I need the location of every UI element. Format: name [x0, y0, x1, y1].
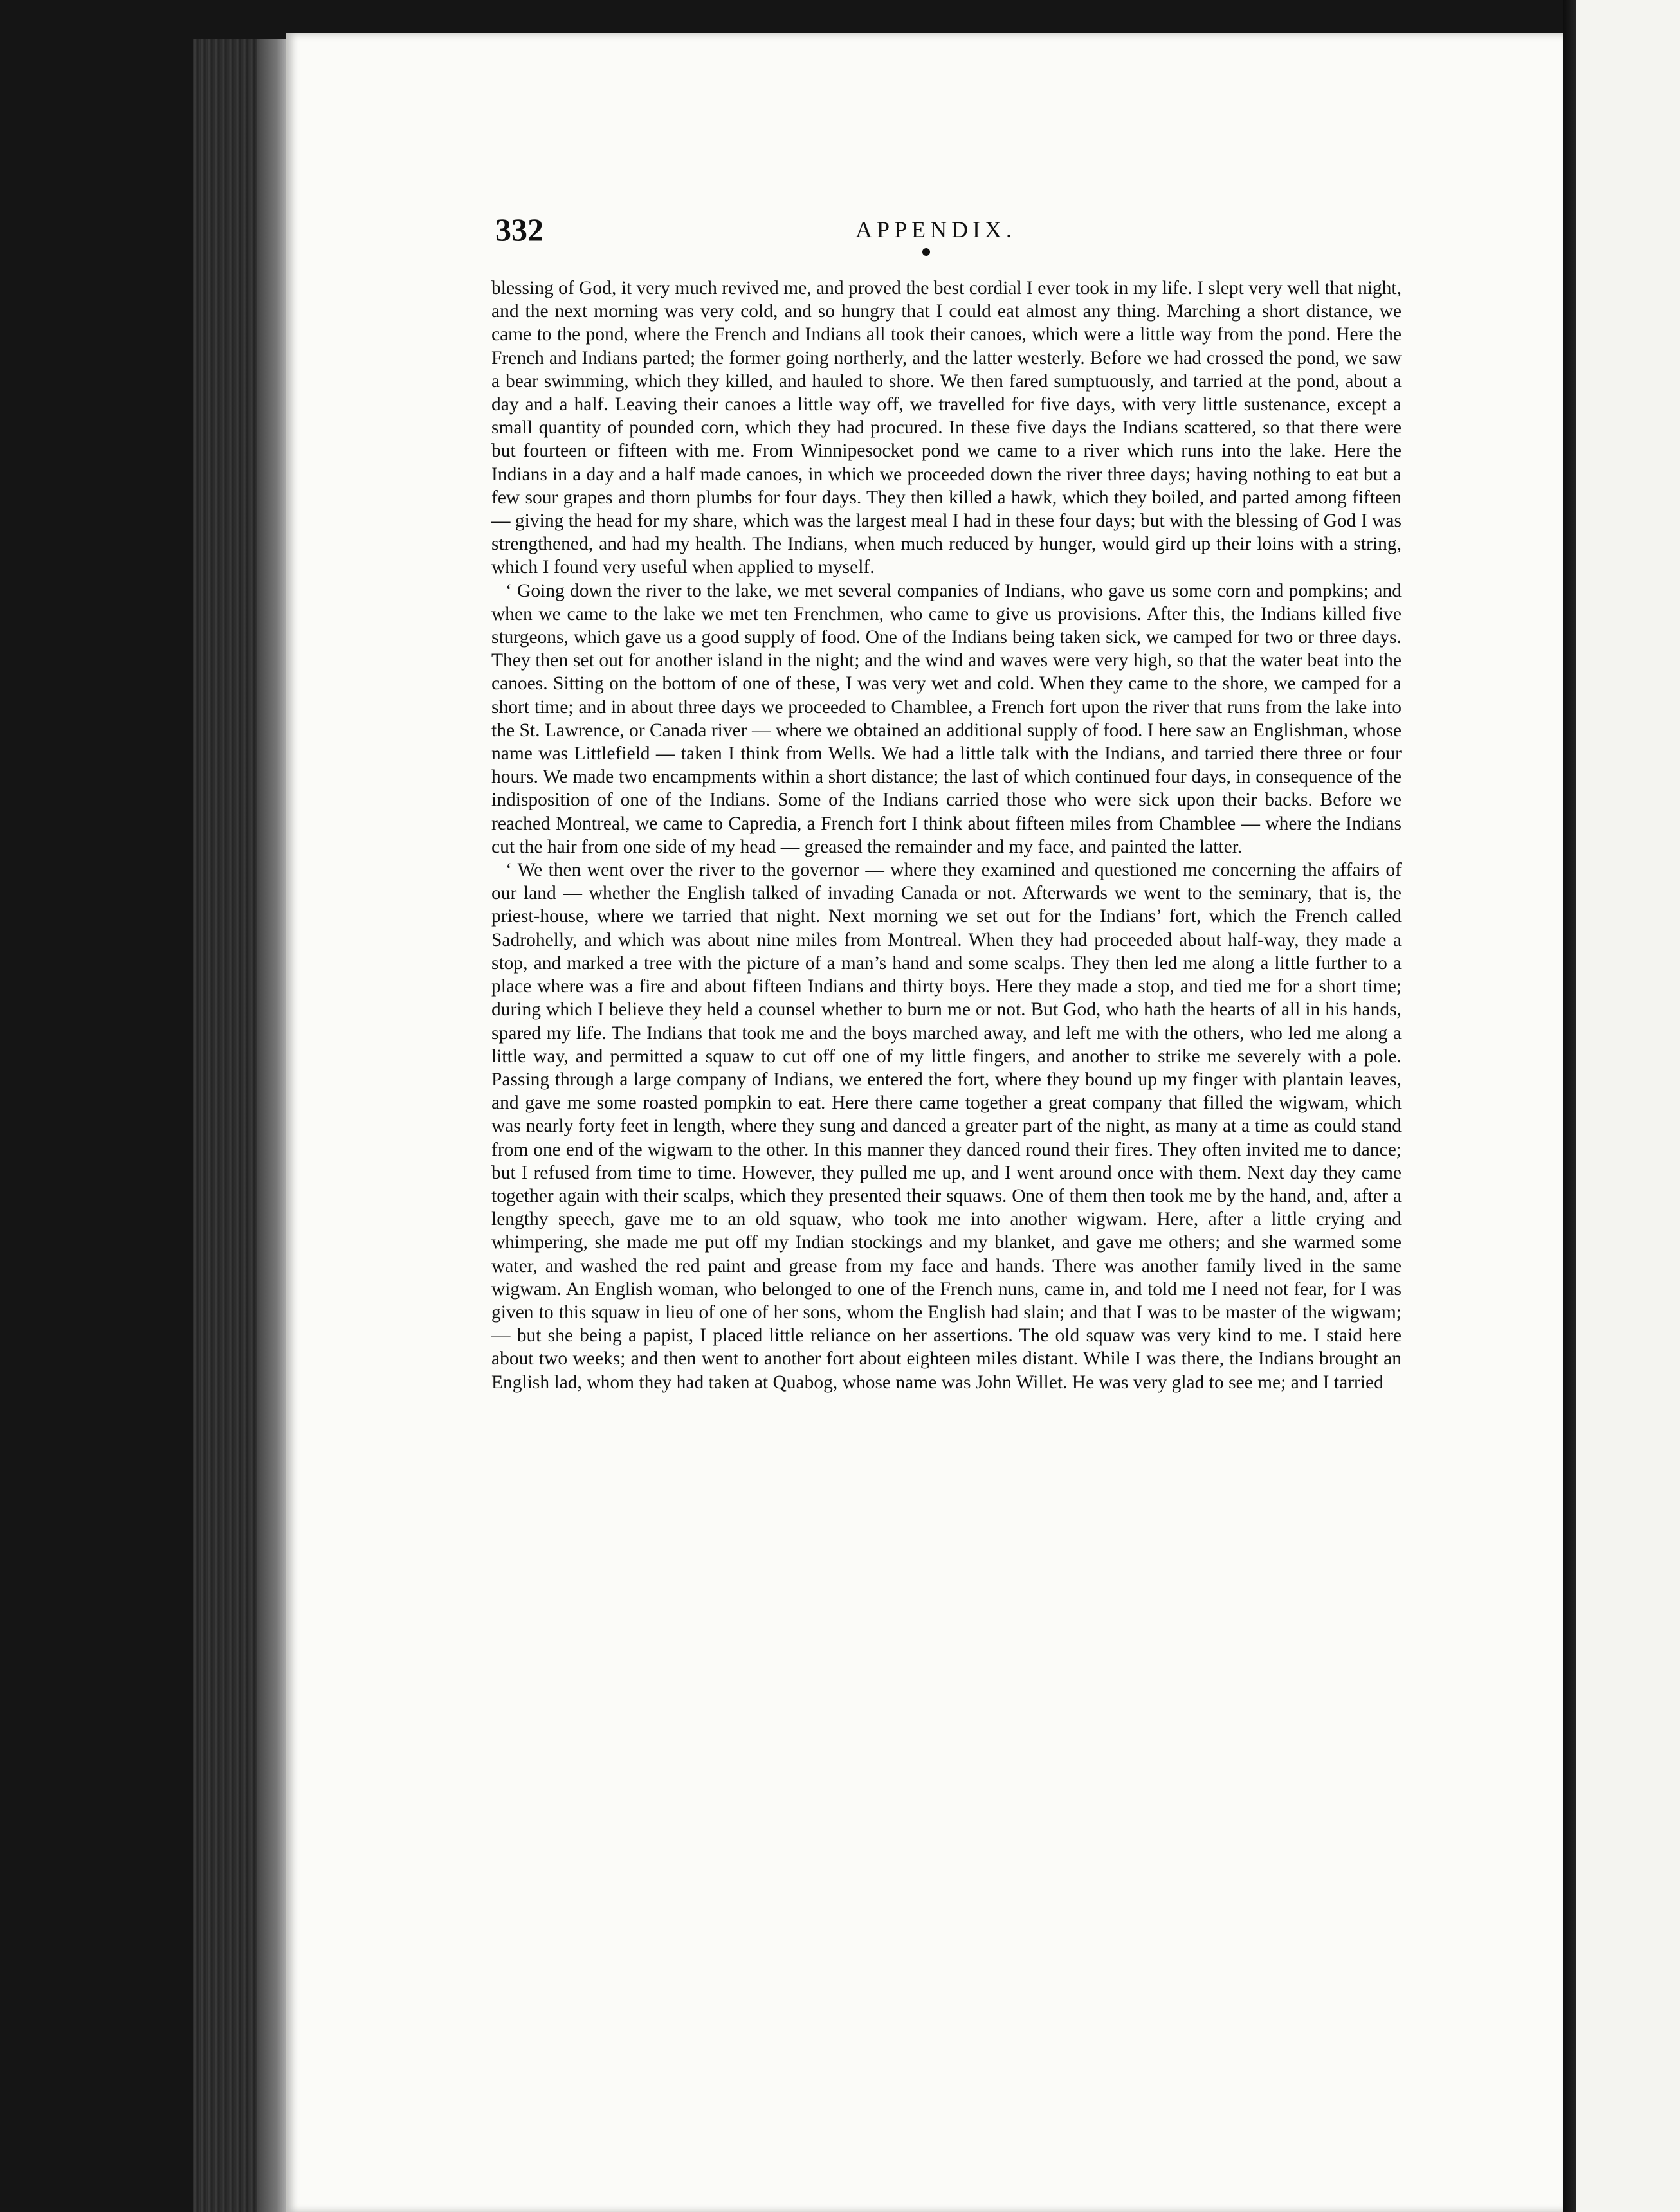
running-head: APPENDIX.: [855, 217, 1017, 242]
page-number: 332: [495, 212, 543, 248]
page-stack-edge: [257, 39, 289, 2212]
page-header: [495, 211, 1409, 262]
paragraph-1: blessing of God, it very much revived me, and proved the best cordial I ever took in my life. I slept very well that night, and the next morning was very cold, and so hungry that I could eat almost any thing. Marching a short distance, we came to the pond, where the French and Indians all took their canoes, which were a little way from the pond. Here the French and Indians parted; the former going northerly, and the latter westerly. Before we had crossed the pond, we saw a bear swimming, which they killed, and hauled to shore. We then fared sumptuously, and tarried at the pond, about a day and a half. Leaving their canoes a little way off, we travelled for five days, with very little sustenance, except a small quantity of pounded corn, which they had procured. In these five days the Indians scattered, so that there were but fourteen or fifteen with me. From Winnipesocket pond we came to a river which runs into the lake. Here the Indians in a day and a half made canoes, in which we proceeded down the river three days; having nothing to eat but a few sour grapes and thorn plumbs for four days. They then killed a hawk, which they boiled, and parted among fifteen — giving the head for my share, which was the largest meal I had in these four days; but with the blessing of God I was strengthened, and had my health. The Indians, when much reduced by hunger, would gird up their loins with a string, which I found very useful when applied to myself.: [491, 278, 1402, 578]
paragraph-3: ‘ We then went over the river to the governor — where they examined and questioned me concerning the affairs of our land — whether the English talked of invading Canada or not. Afterwards we went to the seminary, that is, the priest-house, where we tarried that night. Next morning we set out for the Indians’ fort, which the French called Sadrohelly, and which was about nine miles from Montreal. When they had proceeded about half-way, they made a stop, and marked a tree with the picture of a man’s hand and some scalps. They then led me along a little further to a place where was a fire and about fifteen Indians and thirty boys. Here they made a stop, and tied me for a short time; during which I believe they held a counsel whether to burn me or not. But God, who hath the hearts of all in his hands, spared my life. The Indians that took me and the boys marched away, and left me with the others, who led me along a little way, and permitted a squaw to cut off one of my little fingers, and another to strike me severely with a pole. Passing through a large company of Indians, we entered the fort, where they bound up my finger with plantain leaves, and gave me some roasted pompkin to eat. Here there came together a great company that filled the wigwam, which was nearly forty feet in length, where they sung and danced a greater part of the night, as many at a time as could stand from one end of the wigwam to the other. In this manner they danced round their fires. They often invited me to dance; but I refused from time to time. However, they pulled me up, and I went around once with them. Next day they came together again with their scalps, which they presented their squaws. One of them then took me by the hand, and, after a lengthy speech, gave me to an old squaw, who took me into another wigwam. Here, after a little crying and whimpering, she made me put off my Indian stockings and my blanket, and gave me others; and she warmed some water, and washed the red paint and grease from my face and hands. There was another family lived in the same wigwam. An English woman, who belonged to one of the French nuns, came in, and told me I need not fear, for I was given to this squaw in lieu of one of her sons, whom the English had slain; and that I was to be master of the wigwam; — but she being a papist, I placed little reliance on her assertions. The old squaw was very kind to me. I staid here about two weeks; and then went to another fort about eighteen miles distant. While I was there, the Indians brought an English lad, whom they had taken at Quabog, whose name was John Willet. He was very glad to see me; and I tarried: [491, 860, 1402, 1393]
page-body: [491, 276, 1402, 1394]
ornament-dot-icon: [922, 248, 930, 256]
facing-page-edge: [1576, 0, 1680, 2212]
paragraph-2: ‘ Going down the river to the lake, we met several companies of Indians, who gave us some corn and pompkins; and when we came to the lake we met ten Frenchmen, who came to give us provisions. After this, the Indians killed five sturgeons, which gave us a good supply of food. One of the Indians being taken sick, we camped for two or three days. They then set out for another island in the night; and the wind and waves were very high, so that the water beat into the canoes. Sitting on the bottom of one of these, I was very wet and cold. When they came to the shore, we camped for a short time; and in about three days we proceeded to Chamblee, a French fort upon the river that runs from the lake into the St. Lawrence, or Canada river — where we obtained an additional supply of food. I here saw an Englishman, whose name was Littlefield — taken I think from Wells. We had a little talk with the Indians, and tarried there three or four hours. We made two encampments within a short distance; the last of which continued four days, in consequence of the indisposition of one of the Indians. Some of the Indians carried those who were sick upon their backs. Before we reached Montreal, we came to Capredia, a French fort I think about fifteen miles from Chamblee — where the Indians cut the hair from one side of my head — greased the remainder and my face, and painted the latter.: [491, 580, 1402, 857]
